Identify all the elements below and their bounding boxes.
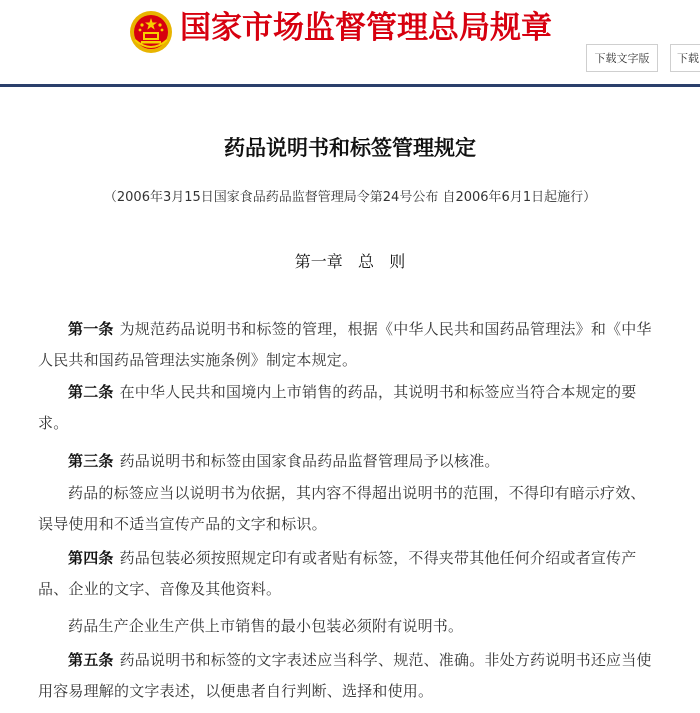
article-text: 药品说明书和标签由国家食品药品监督管理局予以核准。 — [119, 452, 500, 470]
article-paragraph — [38, 446, 660, 477]
article-number: 第二条 — [68, 383, 114, 401]
article-paragraph — [38, 543, 660, 605]
article-text: 药品生产企业生产供上市销售的最小包装必须附有说明书。 — [68, 617, 464, 635]
download-text-button[interactable]: 下载文字版 — [586, 44, 658, 72]
national-emblem-icon — [129, 10, 173, 54]
article-paragraph — [38, 377, 660, 439]
header-divider — [0, 84, 700, 87]
article-text: 药品的标签应当以说明书为依据，其内容不得超出说明书的范围，不得印有暗示疗效、误导使用和不适当宣传产品的文字和标识。 — [38, 484, 646, 533]
document-title: 药品说明书和标签管理规定 — [224, 135, 476, 160]
article-text: 为规范药品说明书和标签的管理，根据《中华人民共和国药品管理法》和《中华人民共和国药品管理法实施条例》制定本规定。 — [38, 320, 652, 369]
page-header — [0, 0, 700, 84]
article-paragraph — [38, 478, 660, 540]
article-number: 第一条 — [68, 320, 114, 338]
article-text: 药品包装必须按照规定印有或者贴有标签，不得夹带其他任何介绍或者宣传产品、企业的文字、音像及其他资料。 — [38, 549, 637, 598]
article-paragraph — [38, 314, 660, 376]
article-number: 第三条 — [68, 452, 114, 470]
article-paragraph — [38, 611, 660, 642]
site-title: 国家市场监督管理总局规章 — [180, 10, 552, 46]
article-number: 第五条 — [68, 651, 114, 669]
document-subtitle: （2006年3月15日国家食品药品监督管理局令第24号公布 自2006年6月1日起施行） — [103, 190, 597, 205]
article-number: 第四条 — [68, 549, 114, 567]
article-text: 在中华人民共和国境内上市销售的药品，其说明书和标签应当符合本规定的要求。 — [38, 383, 637, 432]
download-button[interactable]: 下载 — [670, 44, 700, 72]
chapter-heading: 第一章 总 则 — [294, 252, 406, 271]
article-paragraph — [38, 645, 660, 707]
article-text: 药品说明书和标签的文字表述应当科学、规范、准确。非处方药说明书还应当使用容易理解的文字表述，以便患者自行判断、选择和使用。 — [38, 651, 652, 700]
